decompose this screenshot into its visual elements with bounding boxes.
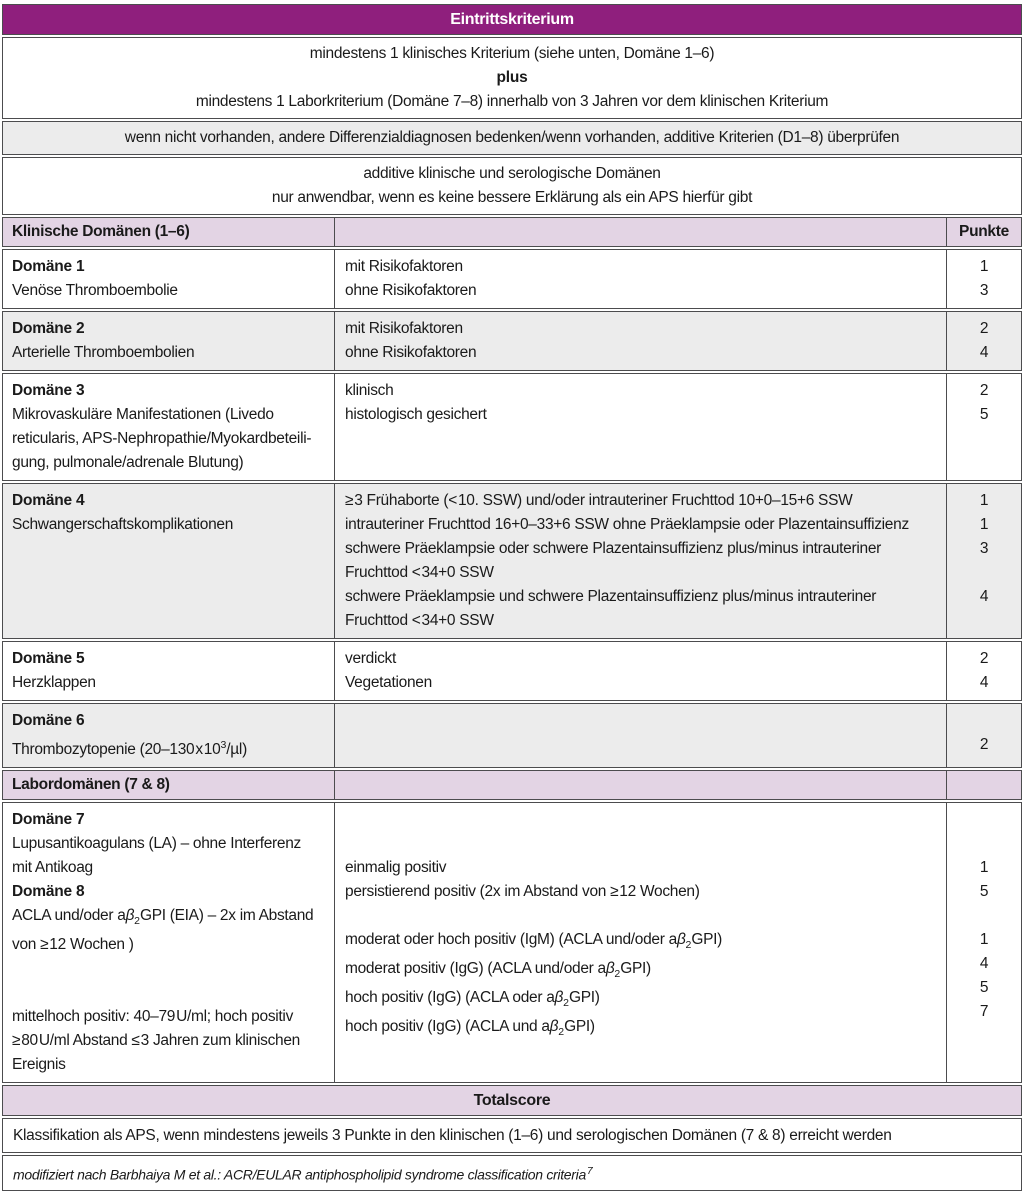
decision-row bbox=[2, 121, 1022, 155]
text-line bbox=[949, 832, 1019, 856]
text-line bbox=[12, 981, 328, 1005]
text-line: 1 bbox=[979, 492, 989, 509]
row-domaene-7-8 bbox=[2, 802, 1022, 1083]
domaene-4-criteria bbox=[334, 484, 946, 638]
row-domaene-2 bbox=[2, 311, 1022, 371]
text-line: Domäne 2 bbox=[12, 320, 85, 337]
text-line bbox=[345, 709, 940, 733]
text-line: Domäne 7 bbox=[12, 811, 85, 829]
entry-criterion-header: Eintrittskriterium bbox=[2, 4, 1022, 35]
text-line bbox=[345, 808, 940, 832]
text-line bbox=[949, 609, 1019, 633]
text-line: 5 bbox=[979, 979, 989, 997]
text-line: moderat oder hoch positiv (IgM) (ACLA und/oder $a\beta_2GPI$) bbox=[345, 931, 723, 952]
text-line bbox=[12, 957, 328, 981]
text-line: Venöse Thromboembolie bbox=[12, 282, 178, 299]
text-line: moderat positiv (IgG) (ACLA und/oder $a\beta_2GPI$) bbox=[345, 960, 651, 981]
domaene-7-8-name bbox=[3, 803, 334, 1082]
text-line: mindestens 1 klinisches Kriterium (siehe unten, Domäne 1–6) bbox=[309, 45, 715, 62]
additive-domains-row bbox=[2, 157, 1022, 215]
text-line bbox=[949, 808, 1019, 832]
text-line: Arterielle Thromboembolien bbox=[12, 344, 195, 361]
text-line: 4 bbox=[979, 588, 989, 605]
row-domaene-1 bbox=[2, 249, 1022, 309]
text-line: Domäne 8 bbox=[12, 883, 85, 901]
text-line: ACLA und/oder $a\beta_2GPI$ (EIA) – 2x im Abstand bbox=[12, 907, 314, 928]
text-line: hoch positiv (IgG) (ACLA oder $a\beta_2GPI$) bbox=[345, 989, 600, 1010]
points-column-header: Punkte bbox=[946, 218, 1021, 246]
domaene-1-points bbox=[946, 250, 1021, 308]
text-line: 4 bbox=[979, 344, 989, 361]
text-line: Mikrovaskuläre Manifestationen (Livedo bbox=[12, 406, 274, 423]
lab-domains-header bbox=[2, 770, 1022, 800]
text-line: 2 bbox=[979, 650, 989, 667]
text-line bbox=[949, 709, 1019, 733]
text-line: 2 bbox=[979, 382, 989, 399]
text-line: ohne Risikofaktoren bbox=[345, 344, 477, 361]
text-line: klinisch bbox=[345, 382, 394, 399]
text-line: Thrombozytopenie (20–130 x $10^3/\mu l$) bbox=[12, 739, 247, 759]
source-footnote: modifiziert nach Barbhaiya M et al.: ACR/EULAR antiphospholipid syndrome classification criteria $^7$ bbox=[2, 1155, 1022, 1191]
text-line: Domäne 6 bbox=[12, 712, 85, 729]
text-line: mit Risikofaktoren bbox=[345, 320, 463, 337]
clinical-domains-header bbox=[2, 217, 1022, 247]
text-line: Ereignis bbox=[12, 1056, 66, 1074]
text-line: 1 bbox=[979, 258, 989, 275]
text-line: von ≥ 12 Wochen ) bbox=[12, 936, 134, 954]
text-line: ohne Risikofaktoren bbox=[345, 282, 477, 299]
domaene-7-8-points bbox=[946, 803, 1021, 1082]
text-line: Domäne 4 bbox=[12, 492, 85, 509]
text-line: mit Antikoag bbox=[12, 859, 93, 877]
domaene-1-name bbox=[3, 250, 334, 308]
text-line: 5 bbox=[979, 406, 989, 423]
text-line: schwere Präeklampsie oder schwere Plazentainsuffizienz plus/minus intrauteriner bbox=[345, 540, 882, 557]
text-line: schwere Präeklampsie und schwere Plazentainsuffizienz plus/minus intrauteriner bbox=[345, 588, 877, 605]
domaene-3-points bbox=[946, 374, 1021, 480]
domaene-2-name bbox=[3, 312, 334, 370]
domaene-5-name bbox=[3, 642, 334, 700]
domaene-6-name bbox=[3, 704, 334, 767]
text-line: histologisch gesichert bbox=[345, 406, 487, 423]
text-line: additive klinische und serologische Domänen bbox=[363, 165, 661, 182]
text-line: ≥ 3 Frühaborte (< 10. SSW) und/oder intrauteriner Fruchttod 10+0–15+6 SSW bbox=[345, 492, 853, 509]
text-line: gung, pulmonale/adrenale Blutung) bbox=[12, 454, 244, 471]
text-line bbox=[949, 904, 1019, 928]
entry-criterion-text bbox=[2, 37, 1022, 119]
text-line: nur anwendbar, wenn es keine bessere Erklärung als ein APS hierfür gibt bbox=[271, 189, 753, 206]
domaene-2-points bbox=[946, 312, 1021, 370]
text-line: Fruchttod < 34+0 SSW bbox=[345, 564, 494, 581]
domaene-3-criteria bbox=[334, 374, 946, 480]
text-line bbox=[345, 733, 940, 757]
text-line: 1 bbox=[979, 859, 989, 877]
text-line: Herzklappen bbox=[12, 674, 96, 691]
text-line: 3 bbox=[979, 282, 989, 299]
text-line: Domäne 3 bbox=[12, 382, 85, 399]
row-domaene-5 bbox=[2, 641, 1022, 701]
decision-text: wenn nicht vorhanden, andere Differenzialdiagnosen bedenken/wenn vorhanden, additive Kriterien (D1–8) überprüfen bbox=[124, 129, 900, 146]
text-line: intrauteriner Fruchttod 16+0–33+6 SSW ohne Präeklampsie oder Plazentainsuffizienz bbox=[345, 516, 909, 533]
clinical-domains-header-label: Klinische Domänen (1–6) bbox=[12, 223, 190, 240]
text-line: plus bbox=[496, 69, 528, 86]
text-line: ≥ 80 U/ml Abstand ≤ 3 Jahren zum klinischen bbox=[12, 1032, 301, 1050]
text-line: mindestens 1 Laborkriterium (Domäne 7–8) innerhalb von 3 Jahren vor dem klinischen Kriterium bbox=[195, 93, 829, 110]
domaene-5-points bbox=[946, 642, 1021, 700]
text-line: Domäne 1 bbox=[12, 258, 85, 275]
text-line: Schwangerschaftskomplikationen bbox=[12, 516, 234, 533]
text-line: 2 bbox=[979, 320, 989, 337]
classification-rule: Klassifikation als APS, wenn mindestens jeweils 3 Punkte in den klinischen (1–6) und serologischen Domänen (7 & 8) erreicht werden bbox=[2, 1118, 1022, 1153]
text-line: einmalig positiv bbox=[345, 859, 447, 877]
domaene-1-criteria bbox=[334, 250, 946, 308]
text-line: Domäne 5 bbox=[12, 650, 85, 667]
lab-domains-header-label: Labordomänen (7 & 8) bbox=[12, 776, 170, 794]
text-line: Fruchttod < 34+0 SSW bbox=[345, 612, 494, 629]
text-line bbox=[345, 904, 940, 928]
domaene-4-name bbox=[3, 484, 334, 638]
text-line: reticularis, APS-Nephropathie/Myokardbeteili- bbox=[12, 430, 312, 447]
clinical-domains-header-spacer bbox=[334, 218, 946, 246]
text-line: 1 bbox=[979, 516, 989, 533]
text-line: verdickt bbox=[345, 650, 397, 667]
domaene-4-points bbox=[946, 484, 1021, 638]
domaene-6-points bbox=[946, 704, 1021, 767]
text-line: Lupusantikoagulans (LA) – ohne Interferenz bbox=[12, 835, 301, 853]
domaene-6-criteria bbox=[334, 704, 946, 767]
totalscore-header: Totalscore bbox=[2, 1085, 1022, 1116]
lab-domains-header-spacer bbox=[334, 771, 946, 799]
text-line: 7 bbox=[979, 1003, 989, 1021]
lab-domains-header-points-spacer bbox=[946, 771, 1021, 799]
text-line: mittelhoch positiv: 40–79 U/ml; hoch positiv bbox=[12, 1008, 294, 1026]
domaene-5-criteria bbox=[334, 642, 946, 700]
text-line: 3 bbox=[979, 540, 989, 557]
text-line: mit Risikofaktoren bbox=[345, 258, 463, 275]
text-line: hoch positiv (IgG) (ACLA und $a\beta_2GPI$) bbox=[345, 1018, 595, 1039]
domaene-2-criteria bbox=[334, 312, 946, 370]
row-domaene-4 bbox=[2, 483, 1022, 639]
text-line: 1 bbox=[979, 931, 989, 949]
row-domaene-6 bbox=[2, 703, 1022, 768]
text-line: Vegetationen bbox=[345, 674, 432, 691]
row-domaene-3 bbox=[2, 373, 1022, 481]
text-line bbox=[345, 832, 940, 856]
text-line bbox=[949, 561, 1019, 585]
text-line: 5 bbox=[979, 883, 989, 901]
text-line: 4 bbox=[979, 674, 989, 691]
text-line: 4 bbox=[979, 955, 989, 973]
domaene-3-name bbox=[3, 374, 334, 480]
text-line: persistierend positiv (2x im Abstand von ≥ 12 Wochen) bbox=[345, 883, 700, 901]
domaene-7-8-criteria bbox=[334, 803, 946, 1082]
text-line: 2 bbox=[979, 736, 989, 753]
